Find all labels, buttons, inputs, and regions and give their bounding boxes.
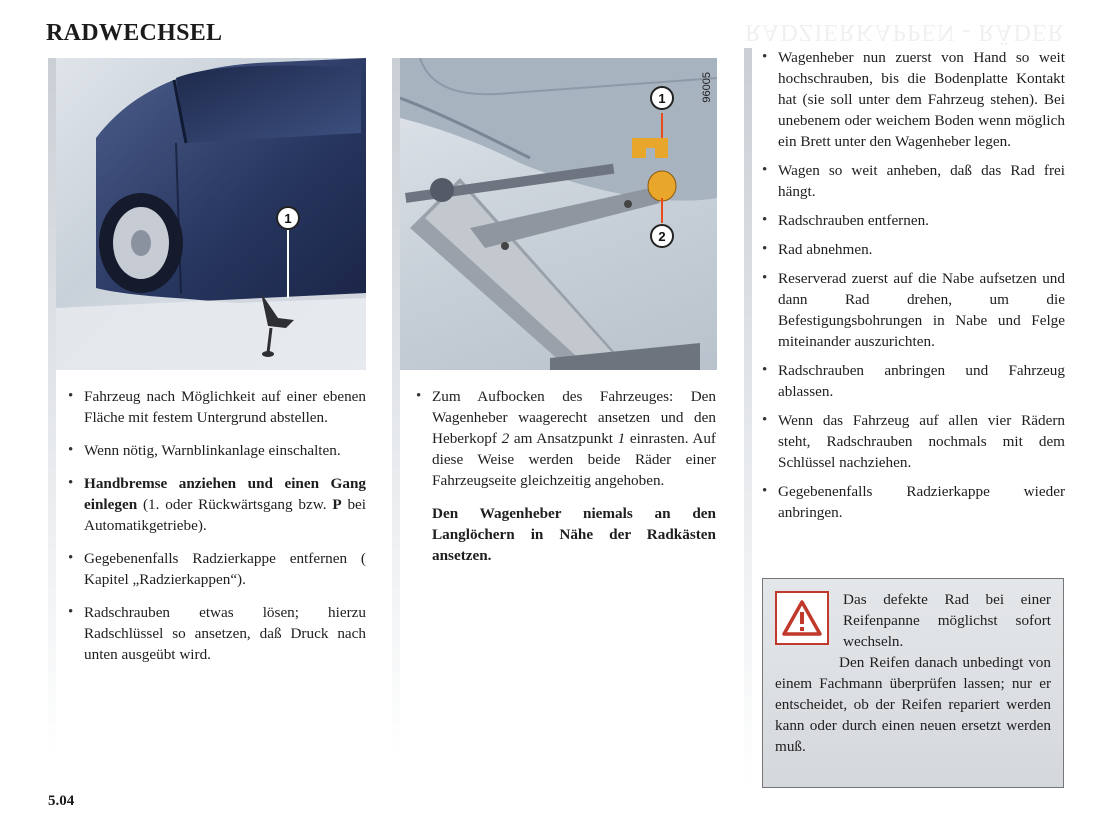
text-run: (1. oder Rückwärtsgang bzw. xyxy=(137,496,333,513)
ghost-header: RADZIERKAPPEN - RÄDER xyxy=(745,19,1065,45)
column-bar-middle xyxy=(392,58,400,758)
callout-1-left: 1 xyxy=(276,206,300,230)
list-item: • Gegebenenfalls Radzierkappe entfernen ( Kapitel „Radzierkappen“). xyxy=(66,548,366,590)
list-item: • Fahrzeug nach Möglichkeit auf einer ebenen Fläche mit festem Untergrund abstellen. xyxy=(66,386,366,428)
list-item: • Radschrauben anbringen und Fahrzeug ablassen. xyxy=(760,360,1065,402)
text-run: bei Automatikgetriebe). xyxy=(84,496,366,534)
list-item: • Wenn das Fahrzeug auf allen vier Rädern steht, Radschrauben nochmals mit dem Schlüssel nachziehen. xyxy=(760,410,1065,473)
list-item: • Wenn nötig, Warnblinkanlage einschalten. xyxy=(66,440,366,461)
page-title: RADWECHSEL xyxy=(46,20,223,46)
list-item: • Wagen so weit anheben, daß das Rad frei hängt. xyxy=(760,160,1065,202)
callout-2-middle: 2 xyxy=(650,224,674,248)
list-item: • Radschrauben etwas lösen; hierzu Radschlüssel so ansetzen, daß Druck nach unten ausgeübt wird. xyxy=(66,602,366,665)
ref-number: 2 xyxy=(501,430,510,447)
list-item xyxy=(414,386,716,491)
column-middle xyxy=(414,386,716,566)
jack-warning: Den Wagenheber niemals an den Langlöchern in Nähe der Radkästen ansetzen. xyxy=(432,505,716,564)
list-item xyxy=(66,473,366,536)
list-item: • Wagenheber nun zuerst von Hand so weit hochschrauben, bis die Bodenplatte Kontakt hat (sie soll unter dem Fahrzeug stehen). Bei unebenem oder weichem Boden wenn möglich ein Brett unter den Wagenheber legen. xyxy=(760,47,1065,152)
warning-triangle-icon xyxy=(775,591,829,645)
callout-1-middle: 1 xyxy=(650,86,674,110)
warning-text-part1: Das defekte Rad bei einer Reifenpanne möglichst sofort wechseln. xyxy=(843,591,1051,650)
column-bar-left xyxy=(48,58,56,758)
column-left xyxy=(66,386,366,677)
text-run: am Ansatzpunkt xyxy=(509,430,618,447)
list-item: • Reserverad zuerst auf die Nabe aufsetzen und dann Rad drehen, um die Befestigungsbohrungen in Nabe und Felge miteinander auszurichten. xyxy=(760,268,1065,352)
page-number: 5.04 xyxy=(48,793,75,809)
text-run: Zum Aufbocken des Fahrzeuges: Den Wagenheber waagerecht ansetzen und den Heberkopf xyxy=(432,388,716,447)
bold-phrase: P xyxy=(332,496,342,513)
text-run: einrasten. Auf diese Weise werden beide Räder einer Fahrzeugseite gleichzeitig angehoben. xyxy=(432,430,716,489)
warning-text-part2: Den Reifen danach unbedingt von einem Fachmann überprüfen lassen; nur er entscheidet, ob der Reifen repariert werden kann oder durch einen neuen ersetzt werden muß. xyxy=(775,654,1051,755)
car-illustration xyxy=(56,58,366,370)
warning-box xyxy=(762,578,1064,788)
column-bar-right xyxy=(744,48,752,788)
jack-photo xyxy=(400,58,717,370)
list-item: • Radschrauben entfernen. xyxy=(760,210,1065,231)
figure-code: 96005 xyxy=(701,72,713,103)
bold-phrase: Handbremse anziehen und einen Gang einlegen xyxy=(84,475,366,513)
list-item: • Rad abnehmen. xyxy=(760,239,1065,260)
ref-number: 1 xyxy=(617,430,626,447)
column-right xyxy=(760,47,1065,531)
list-item: • Gegebenenfalls Radzierkappe wieder anbringen. xyxy=(760,481,1065,523)
car-photo xyxy=(56,58,366,370)
